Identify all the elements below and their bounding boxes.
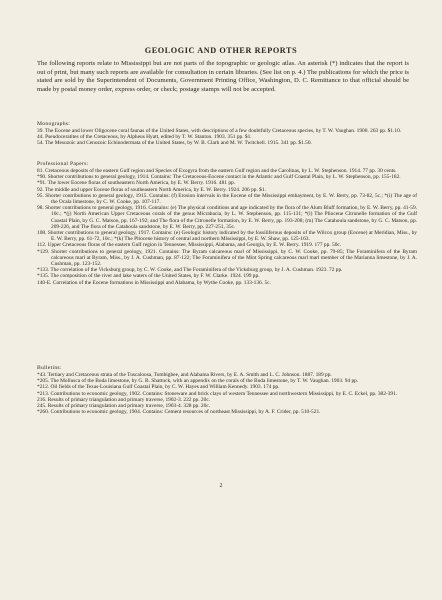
list-item: *129. Shorter contributions to general geology, 1921. Contains: The Byram calcareous marl of Mississippi, by C. W. Cooke, pp. 79-85; The Foraminifera of the Byram calcareous marl at Byram, Miss., by J. A. Cushman, pp. 87-122; The Foraminifera of the Mint Spring calcareous marl marl member of the Marianna limestone, by J. A. Cushman, pp. 123-152. <box>37 248 417 268</box>
list-item: 39. The Eocene and lower Oligocene coral faunas of the United States, with descriptions of a few doubtfully Cretaceous species, by T. W. Vaughan. 1900. 263 pp. $1.10. <box>37 128 402 134</box>
list-item: 98. Shorter contributions to general geology, 1916. Contains: (e) The physical conditions and age indicated by the flora of the Alum Bluff formation, by E. W. Berry, pp. 41-59. 10c.; *(j) North American Upper Cretaceous corals of the genus Micrabacia, by L. W. Stephenson, pp. 115-131; *(l) The Pliocene Citronelle formation of the Gulf Coastal Plain, by G. C. Matson, pp. 167-192; and The flora of the Citronelle formation, by E. W. Berry, pp. 193-208; (m) The Catahoula sandstone, by G. C. Matson, pp. 209-226, and The flora of the Catahoula sandstone, by E. W. Berry, pp. 227-251, 35c. <box>37 205 417 230</box>
list-item: 112. Upper Cretaceous floras of the eastern Gulf region in Tennessee, Mississippi, Alabama, and Georgia, by E. W. Berry. 1919. 177 pp. 50c. <box>37 242 342 249</box>
list-item: 81. Cretaceous deposits of the eastern Gulf region and Species of Exogyra from the eastern Gulf region and the Carolinas, by L. W. Stephenson. 1914. 77 pp. 30 cents. <box>37 168 397 174</box>
bulletins-heading: Bulletins: <box>37 365 62 371</box>
page-number: 2 <box>219 483 223 489</box>
list-item: *135. The composition of the river and lake waters of the United States, by F. W. Clarke. 1924. 199 pp. <box>37 273 260 280</box>
monographs-heading: Monographs: <box>37 121 71 127</box>
list-item: 108. Shorter contributions to general geology, 1917. Contains: (e) Geologic history indicated by the fossiliferous deposits of the Wilcox group (Eocene) at Meridian, Miss., by E. W. Berry, pp. 61-72, 10c.; *(k) The Pliocene history of central and northern Mississippi, by E. W. Shaw, pp. 125-163. <box>37 230 417 243</box>
list-item: *90. Shorter contributions to general geology, 1914. Contains: The Cretaceous-Eocene contact in the Atlantic and Gulf Coastal Plain, by L. W. Stephenson, pp. 155-182. <box>37 174 401 181</box>
bulletins-list <box>37 372 417 415</box>
page-title: GEOLOGIC AND OTHER REPORTS <box>144 46 298 55</box>
list-item: 92. The middle and upper Eocene floras of southeastern North America, by E. W. Berry. 1924. 206 pp. $1. <box>37 186 266 193</box>
list-item: 44. Pseudoceratites of the Cretaceous, by Alpheus Hyatt, edited by T. W. Stanton. 1903. 351 pp. $1. <box>37 134 252 141</box>
list-item: 140-E. Correlation of the Eocene formations in Mississippi and Alabama, by Wythe Cooke, pp. 133-136. 5c. <box>37 279 271 286</box>
professional-papers-list <box>37 168 417 286</box>
list-item: *260. Contributions to economic geology, 1904. Contains: Cement resources of northeast Mississippi, by A. F. Crider, pp. 510-521. <box>37 409 321 416</box>
list-item: *205. The Mollusca of the Buda limestone, by G. B. Shattuck, with an appendix on the corals of the Buda limestone, by T. W. Vaughan. 1903. 94 pp. <box>37 378 359 385</box>
list-item: 54. The Mesozoic and Cenozoic Echinodermata of the United States, by W. B. Clark and M. W. Twitchell. 1915. 341 pp. $1.50. <box>37 140 312 147</box>
professional-papers-heading: Professional Papers: <box>37 161 89 167</box>
list-item: *133. The correlation of the Vicksburg group, by C. W. Cooke, and The Foraminifera of the Vicksburg group, by J. A. Cushman. 1923. 72 pp. <box>37 267 343 274</box>
list-item: 95. Shorter contributions to general geology, 1915. Contains: (f) Erosion intervals in the Eocene of the Mississippi embayment, by E. W. Berry, pp. 73-82, 5c.; *(i) The age of the Ocala limestone, by C. W. Cooke, pp. 107-117. <box>37 192 417 206</box>
list-item: 245. Results of primary triangulation and primary traverse, 1903-4. 328 pp. 20c. <box>37 403 211 410</box>
list-item: *213. Contributions to economic geology, 1902. Contains: Stoneware and brick clays of western Tennessee and northwestern Mississippi, by E. C. Eckel, pp. 382-391. <box>37 390 398 397</box>
list-item: 216. Results of primary triangulation and primary traverse, 1902-3. 222 pp. 20c. <box>37 396 211 403</box>
list-item: *91. The lower Eocene floras of southeastern North America, by E. W. Berry. 1916. 481 pp. <box>37 180 236 187</box>
list-item: *212. Oil fields of the Texas-Louisiana Gulf Coastal Plain, by C. W. Hayes and William Kennedy. 1903. 174 pp. <box>37 384 280 391</box>
monographs-list <box>37 128 417 147</box>
list-item: *43. Tertiary and Cretaceous strata of the Tuscaloosa, Tombigbee, and Alabama Rivers, by E. A. Smith and L. C. Johnson. 1887. 189 pp. <box>37 372 332 378</box>
intro-paragraph: The following reports relate to Mississippi but are not parts of the topographic or geologic atlas. An asterisk (*) indicates that the report is out of print, but many such reports are available for consultation in certain libraries. (See list on p. 4.) The publications for which the price is stated are sold by the Superintendent of Documents, Government Printing Office, Washington, D. C. Remittance to that official should be made by postal money order, express order, or check; postage stamps will not be accepted. <box>37 60 409 93</box>
